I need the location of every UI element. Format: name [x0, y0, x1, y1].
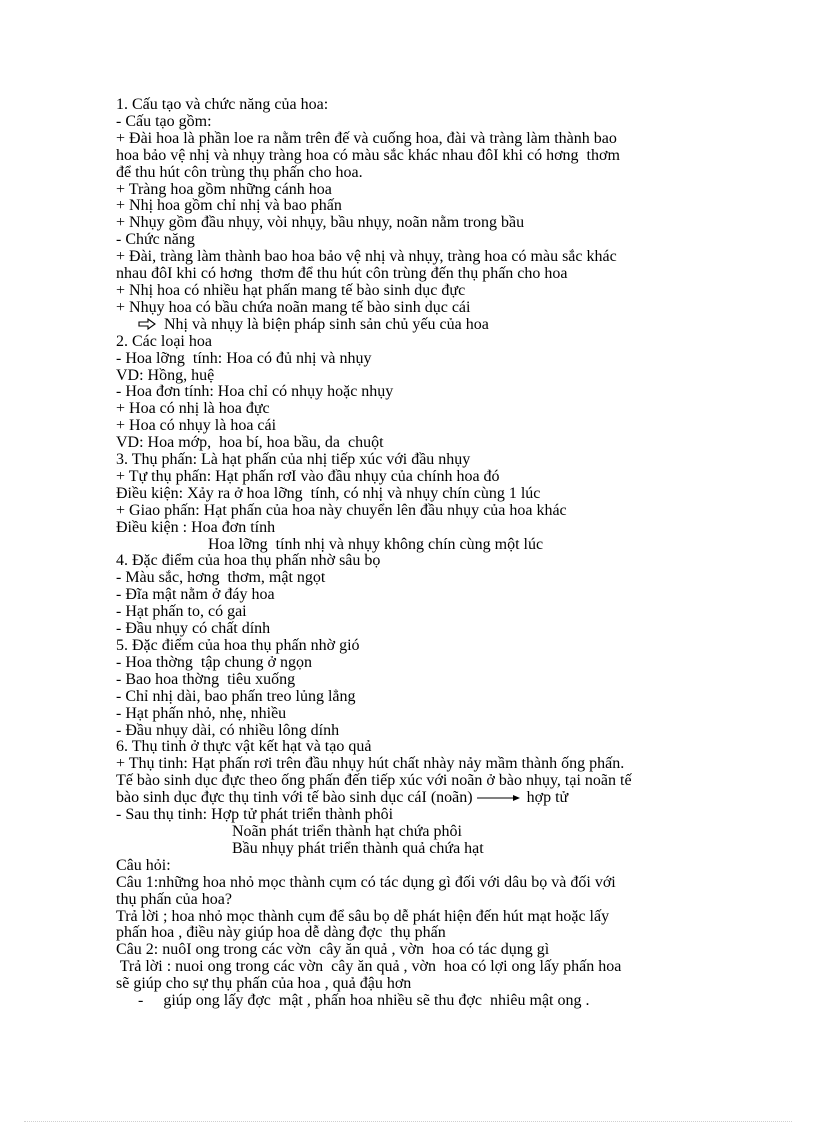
conclusion-line: [116, 317, 756, 334]
text-line-indented: Noãn phát triển thành hạt chứa phôi: [232, 822, 462, 840]
text-line: để thu hút côn trùng thụ phấn cho hoa.: [116, 163, 363, 181]
text-line: + Đài hoa là phần loe ra nằm trên đế và cuống hoa, đài và tràng làm thành bao: [116, 129, 617, 147]
text-line: VD: Hoa mớp, hoa bí, hoa bầu, da chuột: [116, 434, 384, 452]
dash-bullet: -: [138, 992, 144, 1010]
answer-1-cont: phấn hoa , điều này giúp hoa dễ dàng đợc thụ phấn: [116, 924, 446, 942]
text-line: + Nhụy gồm đầu nhụy, vòi nhụy, bầu nhụy, noãn nằm trong bầu: [116, 214, 525, 232]
text-line: - Chỉ nhị dài, bao phấn treo lủng lẳng: [116, 687, 356, 705]
text-line: nhau đôI khi có hơng thơm để thu hút côn trùng đến thụ phấn cho hoa: [116, 265, 568, 283]
text-line: - Sau thụ tinh: Hợp tử phát triển thành phôi: [116, 806, 394, 824]
fertilization-line: [116, 790, 756, 807]
text-line: - Đĩa mật nằm ở đáy hoa: [116, 586, 275, 604]
text-line: - Hoa lỡng tính: Hoa có đủ nhị và nhụy: [116, 349, 372, 367]
bullet-text: giúp ong lấy đợc mật , phấn hoa nhiều sẽ thu đợc nhiêu mật ong .: [163, 992, 590, 1010]
text-line: hoa bảo vệ nhị và nhụy tràng hoa có màu sắc khác nhau đôI khi có hơng thơm: [116, 146, 620, 164]
questions-heading: Câu hỏi:: [116, 856, 171, 874]
answer-2-bullet: [116, 993, 756, 1010]
text-line: - Chức năng: [116, 231, 195, 249]
text-line: + Tự thụ phấn: Hạt phấn rơI vào đầu nhụy của chính hoa đó: [116, 467, 500, 485]
question-1: Câu 1:những hoa nhỏ mọc thành cụm có tác dụng gì đối với dâu bọ và đối với: [116, 873, 616, 891]
text-line: - Hạt phấn to, có gai: [116, 603, 247, 621]
section-heading-2: 2. Các loại hoa: [116, 332, 212, 350]
text-line: + Nhụy hoa có bầu chứa noãn mang tế bào sinh dục cái: [116, 298, 471, 316]
section-heading-4: 4. Đặc điểm của hoa thụ phấn nhờ sâu bọ: [116, 552, 381, 570]
text-line: - Bao hoa thờng tiêu xuống: [116, 670, 296, 688]
text-line: - Đầu nhụy dài, có nhiều lông dính: [116, 721, 340, 739]
text-line: - Hoa đơn tính: Hoa chỉ có nhụy hoặc nhụy: [116, 383, 394, 401]
question-2: Câu 2: nuôI ong trong các vờn cây ăn quả , vờn hoa có tác dụng gì: [116, 941, 550, 959]
page-bottom-border: [24, 1121, 792, 1122]
section-heading-3: 3. Thụ phấn: Là hạt phấn của nhị tiếp xúc với đầu nhụy: [116, 451, 471, 469]
text-line: + Thụ tinh: Hạt phấn rơi trên đầu nhụy hút chất nhày nảy mầm thành ống phấn.: [116, 755, 625, 773]
text-line: Tế bào sinh dục đực theo ống phấn đến tiếp xúc với noãn ở bào nhụy, tại noãn tế: [116, 772, 632, 790]
text-line: + Nhị hoa gồm chỉ nhị và bao phấn: [116, 197, 342, 215]
question-1-cont: thụ phấn của hoa?: [116, 890, 232, 908]
document-page: [116, 97, 756, 1010]
text-line-indented: Hoa lỡng tính nhị và nhụy không chín cùng một lúc: [208, 535, 544, 553]
text-line: - Đầu nhụy có chất dính: [116, 620, 271, 638]
text-line: + Hoa có nhị là hoa đực: [116, 400, 270, 418]
text-line: - Màu sắc, hơng thơm, mật ngọt: [116, 569, 326, 587]
fertilization-text: bào sinh dục đực thụ tinh với tế bào sinh dục cáI (noãn): [116, 789, 473, 807]
arrow-right-icon: [138, 318, 156, 330]
text-line: + Tràng hoa gồm những cánh hoa: [116, 180, 332, 198]
text-line: - Hạt phấn nhỏ, nhẹ, nhiều: [116, 704, 287, 722]
text-line: Điều kiện: Xảy ra ở hoa lỡng tính, có nhị và nhụy chín cùng 1 lúc: [116, 484, 541, 502]
answer-2: Trả lời : nuoi ong trong các vờn cây ăn quả , vờn hoa có lợi ong lấy phấn hoa: [116, 958, 622, 976]
section-heading-6: 6. Thụ tinh ở thực vật kết hạt và tạo quả: [116, 738, 372, 756]
text-line: VD: Hồng, huệ: [116, 366, 215, 384]
text-line: + Nhị hoa có nhiều hạt phấn mang tế bào sinh dục đực: [116, 281, 466, 299]
text-line: + Đài, tràng làm thành bao hoa bảo vệ nhị và nhụy, tràng hoa có màu sắc khác: [116, 248, 617, 266]
text-line: Điều kiện : Hoa đơn tính: [116, 518, 276, 536]
section-heading-5: 5. Đặc điểm của hoa thụ phấn nhờ gió: [116, 637, 360, 654]
long-arrow-icon: [477, 792, 521, 802]
text-line-indented: Bầu nhụy phát triển thành quả chứa hạt: [232, 839, 484, 857]
text-line: - Cấu tạo gồm:: [116, 112, 212, 130]
answer-2-cont: sẽ giúp cho sự thụ phấn của hoa , quả đậu hơn: [116, 975, 412, 993]
section-heading-1: 1. Cấu tạo và chức năng của hoa:: [116, 96, 329, 113]
text-line: - Hoa thờng tập chung ở ngọn: [116, 653, 312, 671]
conclusion-text: Nhị và nhụy là biện pháp sinh sản chủ yếu của hoa: [164, 315, 489, 333]
text-line: + Giao phấn: Hạt phấn của hoa này chuyển lên đầu nhụy của hoa khác: [116, 501, 567, 519]
answer-1: Trả lời ; hoa nhỏ mọc thành cụm để sâu bọ dễ phát hiện đến hút mạt hoặc lấy: [116, 907, 610, 925]
zygote-label: hợp tử: [526, 789, 569, 807]
text-line: + Hoa có nhụy là hoa cái: [116, 417, 277, 435]
